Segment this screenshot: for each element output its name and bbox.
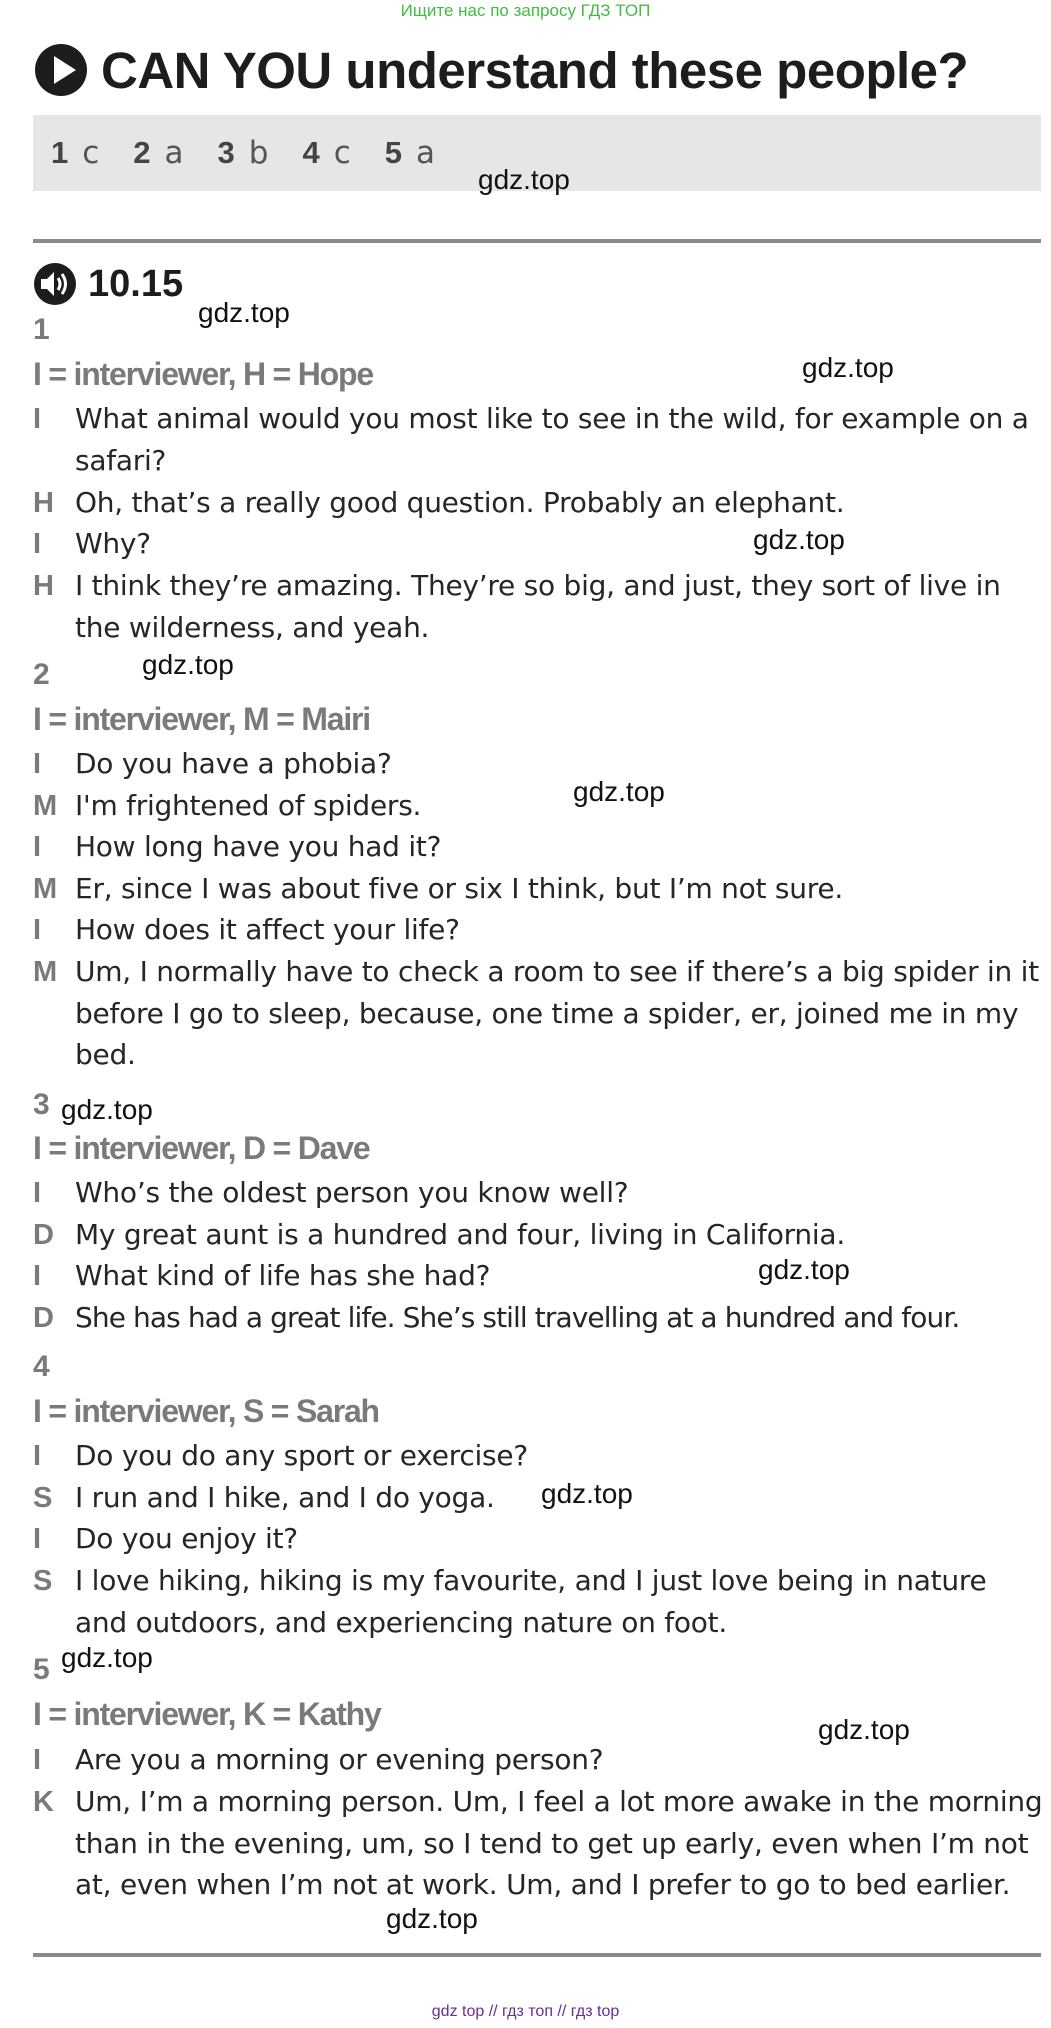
dialogue-text: Oh, that’s a really good question. Probably an elephant. <box>75 486 845 519</box>
dialogue-line <box>33 523 1045 565</box>
divider-bottom <box>33 1953 1041 1957</box>
speaker-label: I <box>33 831 42 863</box>
speaker-label: H <box>33 570 54 602</box>
dialogue-line <box>33 1560 1045 1643</box>
dialogue-line <box>33 1297 1045 1339</box>
dialogue-text: Er, since I was about five or six I think, but I’m not sure. <box>75 872 844 905</box>
section-number: 4 <box>33 1350 50 1383</box>
audio-speaker-icon <box>33 262 77 306</box>
dialogue-text: Um, I’m a morning person. Um, I feel a lot more awake in the morning than in the evening, um, so I tend to get up early, even when I’m not at, even when I’m not at work. Um, and I prefer to go to bed earlier. <box>75 1785 1043 1901</box>
dialogue-text: My great aunt is a hundred and four, living in California. <box>75 1218 845 1251</box>
top-banner: Ищите нас по запросу ГДЗ ТОП <box>400 1 651 20</box>
dialogue-line <box>33 565 1045 648</box>
answer-item: 4 c <box>302 135 351 171</box>
dialogue-text: Why? <box>75 527 151 560</box>
dialogue-text: Do you do any sport or exercise? <box>75 1439 528 1472</box>
speaker-label: I <box>33 1177 42 1209</box>
speaker-label: I <box>33 1744 42 1776</box>
footer-links[interactable]: gdz top // гдз топ // гдз top <box>431 2003 620 2020</box>
divider-top <box>33 239 1041 243</box>
section-number: 3 <box>33 1088 50 1121</box>
speaker-label: D <box>33 1219 54 1251</box>
page-title: CAN YOU understand these people? <box>101 41 969 99</box>
dialogue-line <box>33 1781 1045 1906</box>
dialogue-text: How does it affect your life? <box>75 913 460 946</box>
dialogue-line <box>33 1214 1045 1256</box>
speaker-label: H <box>33 487 54 519</box>
speaker-label: I <box>33 403 42 435</box>
track-row <box>33 261 183 307</box>
section-number: 2 <box>33 658 50 691</box>
watermark-text: gdz.top <box>758 1254 850 1285</box>
watermark-text: gdz.top <box>142 649 234 680</box>
dialogue-line <box>33 398 1045 481</box>
dialogue-line <box>33 743 1045 785</box>
speaker-label: D <box>33 1302 54 1334</box>
dialogue-text: Um, I normally have to check a room to see if there’s a big spider in it before I go to sleep, because, one time a spider, er, joined me in my bed. <box>75 955 1039 1071</box>
dialogue-text: How long have you had it? <box>75 830 442 863</box>
answer-item: 3 b <box>217 135 269 171</box>
dialogue-text: I'm frightened of spiders. <box>75 789 422 822</box>
watermark-text: gdz.top <box>573 776 665 807</box>
dialogue-text: Do you enjoy it? <box>75 1522 298 1555</box>
dialogue-line <box>33 1172 1045 1214</box>
dialogue-text: Are you a morning or evening person? <box>75 1743 604 1776</box>
speaker-label: I <box>33 914 42 946</box>
speaker-label: S <box>33 1565 53 1597</box>
dialogue-text: Who’s the oldest person you know well? <box>75 1176 629 1209</box>
answer-item: 1 c <box>51 135 100 171</box>
section-header: I = interviewer, S = Sarah <box>33 1393 379 1429</box>
dialogue-text: I think they’re amazing. They’re so big, and just, they sort of live in the wilderness, and yeah. <box>75 569 1001 644</box>
section-header: I = interviewer, H = Hope <box>33 356 373 392</box>
watermark-text: gdz.top <box>818 1714 910 1745</box>
section-header: I = interviewer, M = Mairi <box>33 701 370 737</box>
dialogue-line <box>33 785 1045 827</box>
dialogue-text: I love hiking, hiking is my favourite, and I just love being in nature and outdoors, and experiencing nature on foot. <box>75 1564 987 1639</box>
watermark-text: gdz.top <box>802 352 894 383</box>
section-header: I = interviewer, K = Kathy <box>33 1696 381 1732</box>
watermark-text: gdz.top <box>478 164 570 195</box>
dialogue-line <box>33 1435 1045 1477</box>
speaker-label: I <box>33 528 42 560</box>
section-number: 1 <box>33 313 50 346</box>
speaker-label: I <box>33 1260 42 1292</box>
speaker-label: I <box>33 1440 42 1472</box>
dialogue-line <box>33 1518 1045 1560</box>
dialogue-line <box>33 1255 1045 1297</box>
dialogue-line <box>33 951 1045 1076</box>
speaker-label: S <box>33 1482 53 1514</box>
play-icon <box>33 42 89 98</box>
speaker-label: M <box>33 956 58 988</box>
speaker-label: K <box>33 1786 54 1818</box>
dialogue-line <box>33 868 1045 910</box>
watermark-text: gdz.top <box>753 524 845 555</box>
dialogue-text: What animal would you most like to see in the wild, for example on a safari? <box>75 402 1029 477</box>
speaker-label: M <box>33 790 58 822</box>
speaker-label: I <box>33 748 42 780</box>
dialogue-line <box>33 1477 1045 1519</box>
section-header: I = interviewer, D = Dave <box>33 1130 370 1166</box>
answer-item: 5 a <box>384 135 436 171</box>
title-row <box>33 38 968 102</box>
watermark-text: gdz.top <box>386 1903 478 1934</box>
watermark-text: gdz.top <box>61 1642 153 1673</box>
dialogue-line <box>33 909 1045 951</box>
dialogue-text: What kind of life has she had? <box>75 1259 491 1292</box>
track-number: 10.15 <box>88 262 184 305</box>
dialogue-line <box>33 826 1045 868</box>
section-number: 5 <box>33 1653 50 1686</box>
speaker-label: I <box>33 1523 42 1555</box>
answer-item: 2 a <box>133 135 184 171</box>
dialogue-text: I run and I hike, and I do yoga. <box>75 1481 495 1514</box>
speaker-label: M <box>33 873 58 905</box>
watermark-text: gdz.top <box>61 1094 153 1125</box>
watermark-text: gdz.top <box>198 297 290 328</box>
dialogue-line <box>33 482 1045 524</box>
dialogue-text: She has had a great life. She’s still travelling at a hundred and four. <box>75 1301 960 1334</box>
dialogue-text: Do you have a phobia? <box>75 747 392 780</box>
watermark-text: gdz.top <box>541 1478 633 1509</box>
